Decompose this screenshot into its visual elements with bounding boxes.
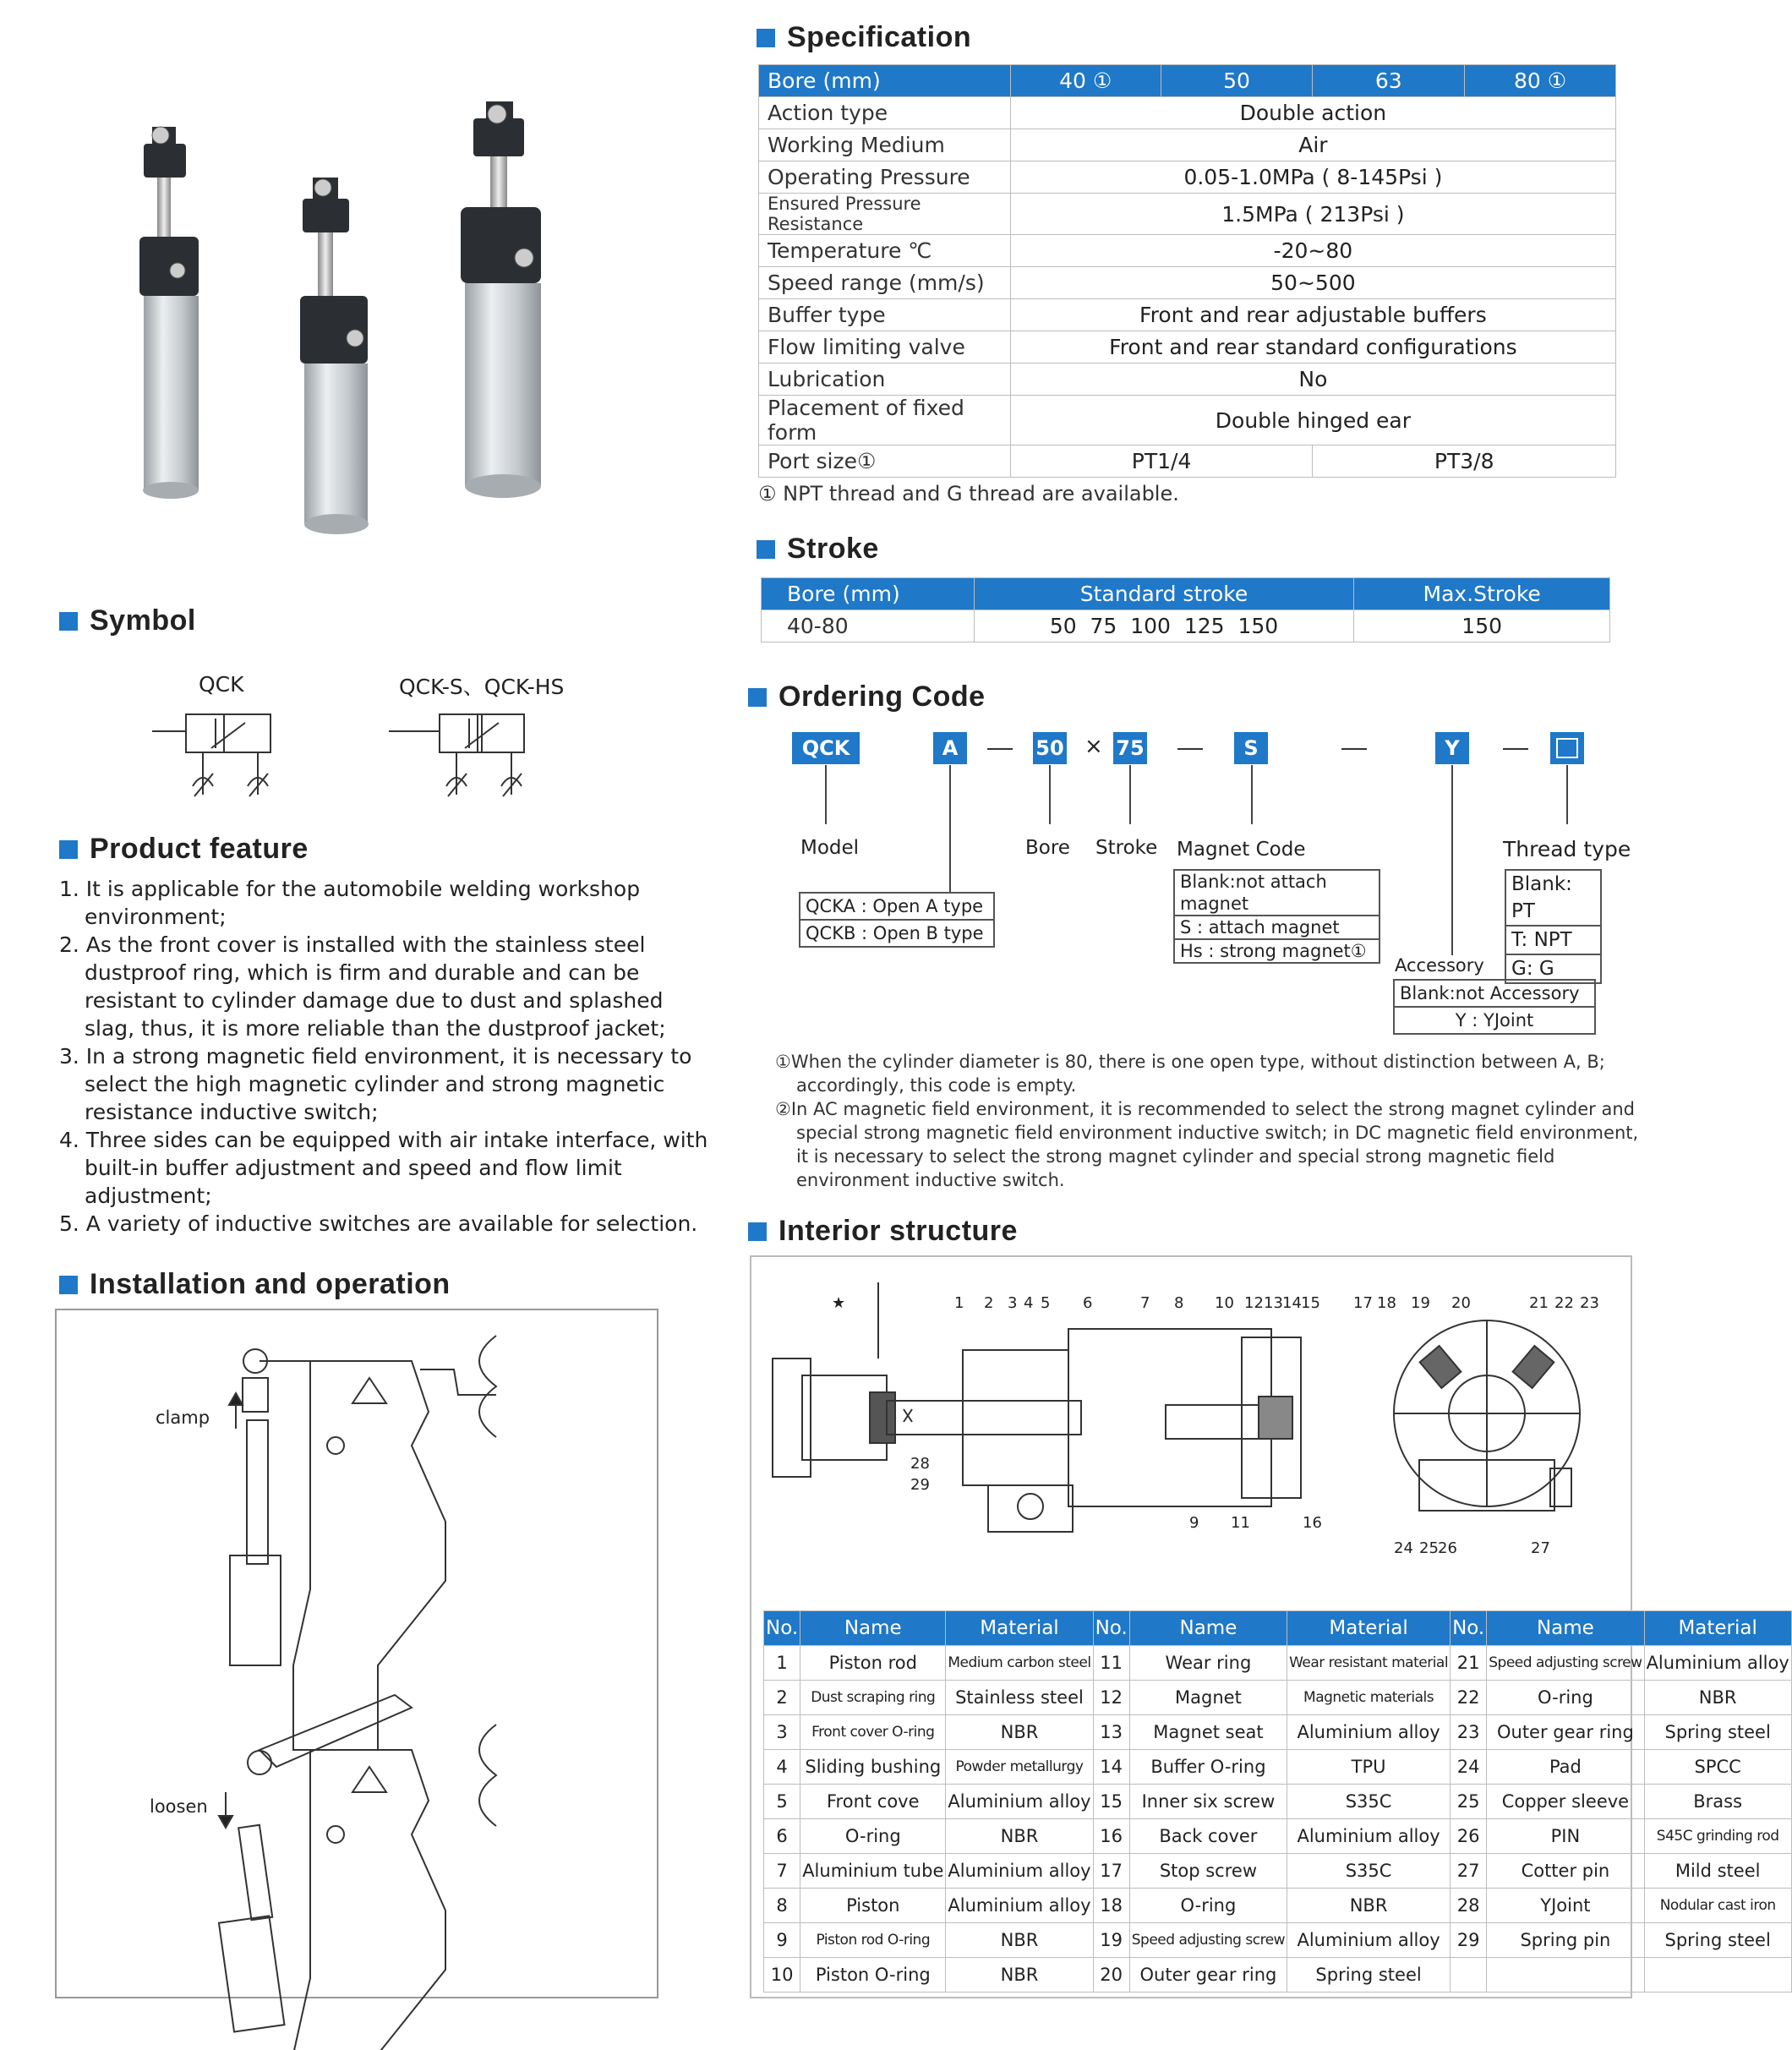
part-name: Piston O-ring [800,1958,946,1993]
part-material: S35C [1287,1854,1451,1889]
spec-header-63: 63 [1313,65,1465,97]
arrow-down-icon [219,1792,232,1828]
label-stroke: Stroke [1095,837,1158,859]
callout: 12 [1244,1294,1264,1312]
spec-row: Working Medium Air [759,129,1616,161]
connector-line [1566,765,1568,824]
clamp-label: clamp [156,1408,210,1428]
part-name: O-ring [800,1819,946,1854]
part-material: Aluminium alloy [1644,1646,1791,1681]
part-number: 22 [1451,1681,1487,1715]
part-number: 20 [1093,1958,1129,1993]
section-marker-icon [748,688,767,707]
part-name: Cotter pin [1487,1854,1644,1889]
parts-row [764,1854,1792,1889]
install-diagram-frame [55,1309,658,1998]
part-material: Magnetic materials [1287,1681,1451,1715]
part-name: Speed adjusting screw [1487,1646,1644,1681]
parts-row [764,1715,1792,1750]
part-number: 15 [1093,1785,1129,1819]
spec-row: Speed range (mm/s) 50~500 [759,267,1616,299]
spec-row-port: Port size① PT1/4 PT3/8 [759,446,1616,478]
part-material: Spring steel [1644,1715,1791,1750]
part-number: 5 [764,1785,800,1819]
part-material: Aluminium alloy [946,1889,1093,1923]
part-name: Aluminium tube [800,1854,946,1889]
part-material: Aluminium alloy [946,1785,1093,1819]
part-material: Wear resistant material [1287,1646,1451,1681]
part-number: 12 [1093,1681,1129,1715]
connector-line [949,765,951,892]
dash [1503,748,1528,750]
part-name: Back cover [1129,1819,1287,1854]
part-number: 11 [1093,1646,1129,1681]
label-accessory: Accessory [1395,955,1484,976]
magnet-option: Hs : strong magnet① [1173,940,1380,964]
arrow-up-icon [229,1393,243,1429]
label-bore: Bore [1025,837,1070,859]
symbol-diagrams [144,702,566,812]
part-name: Magnet seat [1129,1715,1287,1750]
part-number: 23 [1451,1715,1487,1750]
callout: 6 [1083,1294,1093,1312]
callout: 14 [1282,1294,1302,1312]
part-material: Mild steel [1644,1854,1791,1889]
part-number: 16 [1093,1819,1129,1854]
part-number: 17 [1093,1854,1129,1889]
dash [1341,748,1367,750]
thread-options [1505,869,1602,984]
cylinder-medium [300,178,369,534]
spec-header-row [759,65,1616,97]
part-name: Speed adjusting screw [1129,1923,1287,1958]
model-option: QCKB : Open B type [799,921,995,948]
end-view-drawing [1394,1320,1580,1511]
parts-row [764,1923,1792,1958]
part-number: 4 [764,1750,800,1785]
part-material: Medium carbon steel [946,1646,1093,1681]
star-mark: ★ [832,1294,846,1312]
ordering-note: ①When the cylinder diameter is 80, there is one open type, without distinction between A, B; accordingly, this code is empty. [775,1052,1605,1096]
thread-option: G: G [1505,955,1602,984]
spec-section-title: Specification [757,21,971,54]
part-material: NBR [946,1715,1093,1750]
callout: 15 [1301,1294,1320,1312]
empty-box-icon [1556,738,1578,758]
part-name: Piston rod O-ring [800,1923,946,1958]
part-name: Outer gear ring [1487,1715,1644,1750]
parts-row [764,1681,1792,1715]
thread-option: T: NPT [1505,927,1602,955]
loosen-state-drawing [219,1695,496,2050]
connector-line [1251,765,1253,824]
callout: 23 [1580,1294,1599,1312]
part-number: 24 [1451,1750,1487,1785]
callout: 20 [1451,1294,1471,1312]
section-marker-icon [748,1222,767,1241]
part-number: 7 [764,1854,800,1889]
part-name: Outer gear ring [1129,1958,1287,1993]
part-number: 29 [1451,1923,1487,1958]
part-material: Aluminium alloy [1287,1715,1451,1750]
code-thread [1550,732,1584,764]
part-number: 3 [764,1715,800,1750]
connector-line [825,765,827,824]
symbol-label-qck-s: QCK-S、QCK-HS [399,675,565,699]
feature-item: 4. Three sides can be equipped with air intake interface, with built-in buffer adjustment and speed and flow limit adjustment; [59,1128,708,1208]
part-material: Aluminium alloy [1287,1819,1451,1854]
part-material: Stainless steel [946,1681,1093,1715]
part-name: Pad [1487,1750,1644,1785]
stroke-section-title: Stroke [757,533,879,566]
part-name: Piston rod [800,1646,946,1681]
part-number: 1 [764,1646,800,1681]
product-photo [101,93,626,558]
callout: 2 [984,1294,994,1312]
empty-cell [1487,1958,1644,1993]
parts-row [764,1958,1792,1993]
part-number: 2 [764,1681,800,1715]
part-number: 18 [1093,1889,1129,1923]
callout: 10 [1215,1294,1234,1312]
section-marker-icon [59,612,78,631]
part-number: 25 [1451,1785,1487,1819]
symbol-qck-icon [152,714,270,796]
stroke-header-row: Bore (mm) Standard stroke Max.Stroke [762,578,1610,610]
callout: 16 [1303,1514,1322,1532]
part-name: Wear ring [1129,1646,1287,1681]
part-material: Powder metallurgy [946,1750,1093,1785]
code-model: QCK [792,732,860,764]
feature-list [59,875,718,1238]
magnet-option: S : attach magnet [1173,916,1380,940]
part-number: 21 [1451,1646,1487,1681]
callout: 25 [1419,1539,1439,1557]
spec-note: ① NPT thread and G thread are available. [758,482,1179,506]
part-name: Piston [800,1889,946,1923]
part-material: Brass [1644,1785,1791,1819]
parts-row [764,1646,1792,1681]
code-bore: 50 [1033,732,1067,764]
part-number: 14 [1093,1750,1129,1785]
ordering-notes [775,1050,1654,1192]
part-material: NBR [1644,1681,1791,1715]
spec-row: Operating Pressure 0.05-1.0MPa ( 8-145Psi ) [759,161,1616,194]
connector-line [1049,765,1051,824]
install-section-title: Installation and operation [59,1268,451,1301]
parts-table [763,1610,1792,1993]
code-type: A [933,732,967,764]
part-name: Sliding bushing [800,1750,946,1785]
callout: 5 [1041,1294,1051,1312]
feature-section-title: Product feature [59,833,309,866]
parts-row [764,1819,1792,1854]
section-marker-icon [59,840,78,859]
accessory-options [1393,979,1596,1035]
part-number: 6 [764,1819,800,1854]
callout: 27 [1531,1539,1550,1557]
part-number: 8 [764,1889,800,1923]
part-number: 27 [1451,1854,1487,1889]
callout: 21 [1529,1294,1549,1312]
callout: 22 [1554,1294,1574,1312]
label-thread: Thread type [1503,837,1631,861]
feature-item: 5. A variety of inductive switches are available for selection. [59,1211,698,1236]
callout: 29 [910,1476,930,1494]
callout: 17 [1353,1294,1373,1312]
callout: 11 [1231,1514,1250,1532]
ordering-section-title: Ordering Code [748,681,986,713]
part-number: 10 [764,1958,800,1993]
part-name: YJoint [1487,1889,1644,1923]
clamp-state-drawing [230,1336,496,1750]
accessory-option: Y : YJoint [1393,1008,1596,1035]
part-number: 13 [1093,1715,1129,1750]
part-number: 26 [1451,1819,1487,1854]
part-name: Dust scraping ring [800,1681,946,1715]
cylinder-small [139,127,199,499]
callout: 8 [1174,1294,1184,1312]
callout: 18 [1377,1294,1396,1312]
feature-item: 1. It is applicable for the automobile welding workshop environment; [59,877,641,929]
dash [1177,748,1203,750]
times-sign: × [1084,734,1103,759]
spec-row: Temperature ℃ -20~80 [759,235,1616,267]
connector-line [1129,765,1131,824]
accessory-option: Blank:not Accessory [1393,979,1596,1008]
part-number: 28 [1451,1889,1487,1923]
callout: 28 [910,1455,930,1473]
spec-row: Action type Double action [759,97,1616,129]
feature-item: 3. In a strong magnetic field environment, it is necessary to select the high magnetic cylinder and strong magnetic resistance inductive switch; [59,1044,692,1124]
spec-row: Flow limiting valve Front and rear standard configurations [759,331,1616,364]
part-name: Copper sleeve [1487,1785,1644,1819]
symbol-qck-s-icon [389,714,524,796]
spec-header-40: 40 ① [1010,65,1161,97]
ordering-note: ②In AC magnetic field environment, it is recommended to select the strong magnet cylinder and special strong magnetic field environment inductive switch; in DC magnetic field environment, it is necessary to select the strong magnet cylinder and special strong magnetic field environment inductive switch. [775,1099,1639,1190]
part-name: O-ring [1129,1889,1287,1923]
parts-row [764,1889,1792,1923]
callout: 7 [1140,1294,1150,1312]
section-marker-icon [757,29,775,47]
part-material: NBR [946,1819,1093,1854]
part-name: O-ring [1487,1681,1644,1715]
spec-row: Buffer type Front and rear adjustable buffers [759,299,1616,331]
code-accessory: Y [1435,732,1469,764]
spec-header-80: 80 ① [1465,65,1616,97]
spec-table [758,64,1616,478]
magnet-option: Blank:not attach magnet [1173,869,1380,916]
symbol-section-title: Symbol [59,604,196,637]
thread-option: Blank: PT [1505,869,1602,927]
part-material: TPU [1287,1750,1451,1785]
label-magnet: Magnet Code [1177,839,1306,861]
spec-header-50: 50 [1161,65,1313,97]
symbol-label-qck: QCK [199,672,244,697]
connector-line [1451,765,1453,955]
part-material: Nodular cast iron [1644,1889,1791,1923]
spec-row: Lubrication No [759,364,1616,396]
callout: 24 [1394,1539,1413,1557]
part-name: Front cover O-ring [800,1715,946,1750]
part-material: NBR [946,1923,1093,1958]
part-material: SPCC [1644,1750,1791,1785]
part-name: Magnet [1129,1681,1287,1715]
part-material: S35C [1287,1785,1451,1819]
code-magnet: S [1234,732,1268,764]
part-name: Inner six screw [1129,1785,1287,1819]
interior-drawing [751,1257,1631,1595]
callout: 13 [1264,1294,1283,1312]
part-name: Spring pin [1487,1923,1644,1958]
part-material: Aluminium alloy [1287,1923,1451,1958]
spec-row: Placement of fixed form Double hinged ear [759,396,1616,446]
cylinder-section-drawing [773,1282,1301,1532]
magnet-options [1173,869,1380,964]
label-model: Model [800,837,860,859]
dash [987,748,1013,750]
callout: 9 [1189,1514,1199,1532]
section-marker-icon [59,1276,78,1294]
model-options [799,892,995,948]
part-number: 19 [1093,1923,1129,1958]
part-name: PIN [1487,1819,1644,1854]
interior-section-title: Interior structure [748,1215,1018,1248]
part-material: NBR [946,1958,1093,1993]
callout: 4 [1024,1294,1034,1312]
part-name: Front cove [800,1785,946,1819]
spec-row: Ensured Pressure Resistance 1.5MPa ( 213Psi ) [759,194,1616,235]
callout: 19 [1411,1294,1430,1312]
spec-header-bore: Bore (mm) [759,65,1011,97]
loosen-label: loosen [150,1796,208,1817]
parts-row [764,1785,1792,1819]
callout: 3 [1008,1294,1018,1312]
part-name: Buffer O-ring [1129,1750,1287,1785]
part-material: Aluminium alloy [946,1854,1093,1889]
code-stroke: 75 [1113,732,1147,764]
parts-header-row: No. Name Material No. Name Material No. Name Material [764,1611,1792,1646]
part-material: NBR [1287,1889,1451,1923]
callout: 26 [1438,1539,1457,1557]
stroke-row: 40-80 50 75 100 125 150 150 [762,610,1610,642]
part-material: Spring steel [1644,1923,1791,1958]
part-name: Stop screw [1129,1854,1287,1889]
part-material: S45C grinding rod [1644,1819,1791,1854]
feature-item: 2. As the front cover is installed with the stainless steel dustproof ring, which is firm and durable and can be resistant to cylinder damage due to dust and splashed slag, thus, it is more reliable than the dustproof jacket; [59,932,666,1041]
model-option: QCKA : Open A type [799,892,995,921]
parts-row [764,1750,1792,1785]
cylinder-large [461,101,541,498]
callout: 1 [954,1294,964,1312]
empty-cell [1451,1958,1487,1993]
empty-cell [1644,1958,1791,1993]
stroke-table [761,577,1610,642]
part-material: Spring steel [1287,1958,1451,1993]
section-marker-icon [757,540,775,559]
part-number: 9 [764,1923,800,1958]
